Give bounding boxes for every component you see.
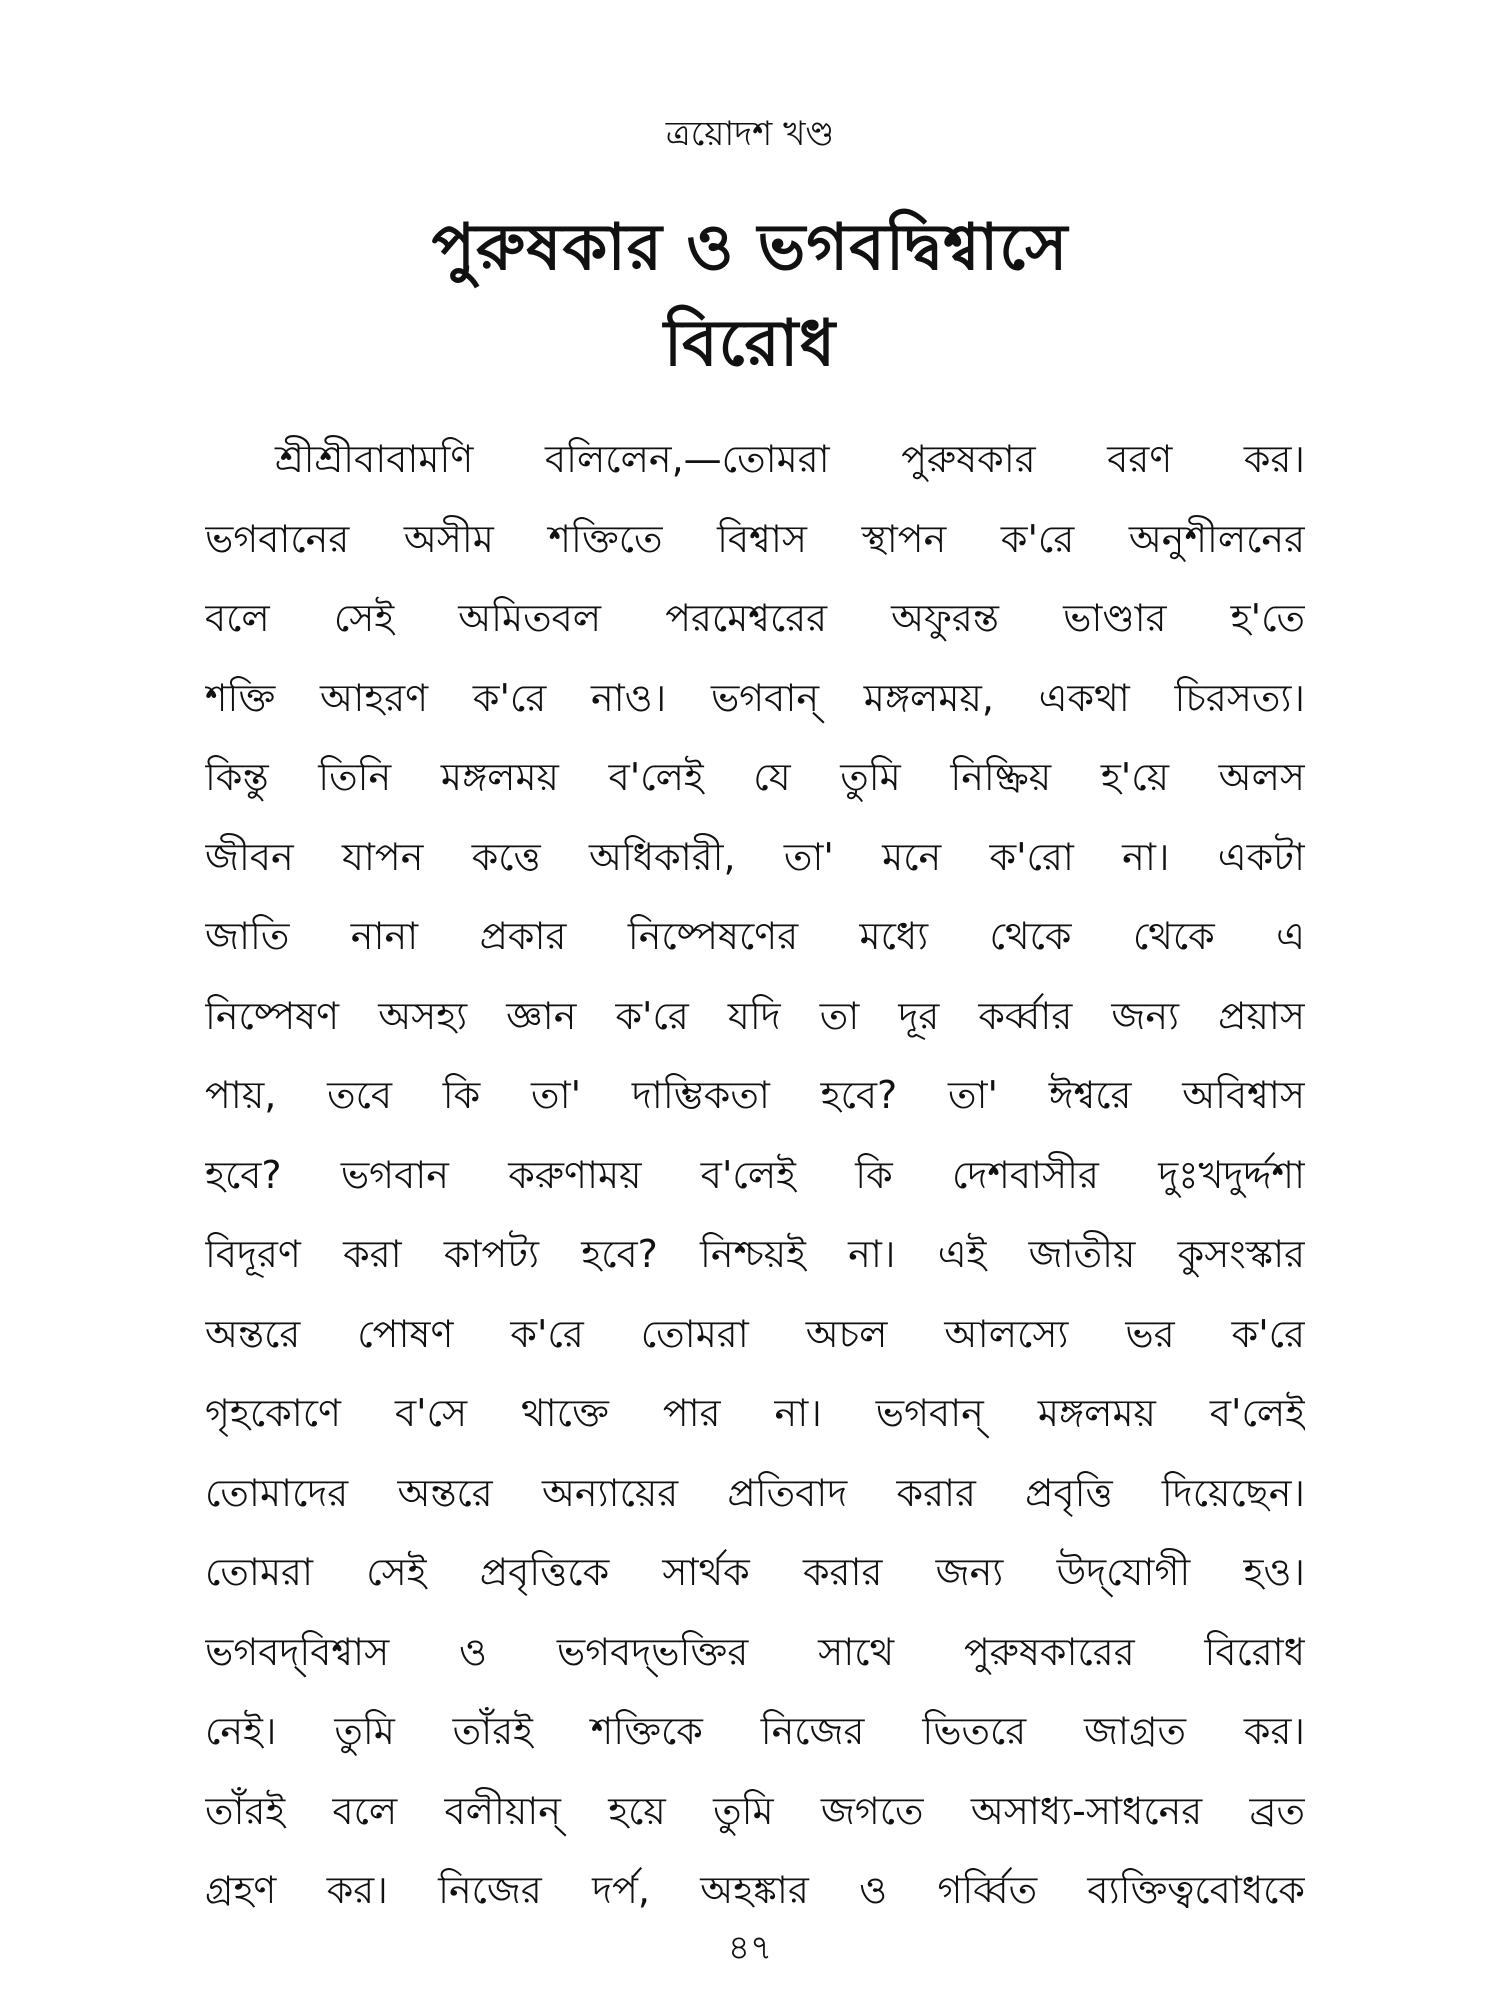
text-line: হবে? ভগবান করুণাময় ব'লেই কি দেশবাসীর দুঃখদুর্দ্দশা [205, 1152, 1305, 1197]
text-line: নেই। তুমি তাঁরই শক্তিকে নিজের ভিতরে জাগ্রত কর। [205, 1709, 1305, 1753]
text-line: তোমরা সেই প্রবৃত্তিকে সার্থক করার জন্য উদ্‌যোগী হও। [205, 1550, 1305, 1594]
body-text [205, 420, 1305, 1931]
text-line: পায়, তবে কি তা' দাম্ভিকতা হবে? তা' ঈশ্বরে অবিশ্বাস [205, 1073, 1305, 1117]
text-line: শ্রীশ্রীবাবামণি বলিলেন,—তোমরা পুরুষকার বরণ কর। [275, 437, 1305, 481]
text-line: গৃহকোণে ব'সে থাক্তে পার না। ভগবান্ মঙ্গলময় ব'লেই [205, 1391, 1305, 1435]
chapter-title-line-2: বিরোধ [663, 307, 837, 381]
text-line: ভগবদ্‌বিশ্বাস ও ভগবদ্‌ভক্তির সাথে পুরুষকারের বিরোধ [205, 1629, 1305, 1674]
text-line: জাতি নানা প্রকার নিষ্পেষণের মধ্যে থেকে থেকে এ [205, 914, 1305, 958]
text-line: শক্তি আহরণ ক'রে নাও। ভগবান্ মঙ্গলময়, একথা চিরসত্য। [205, 675, 1305, 720]
page-number: ৪৭ [727, 1928, 773, 1968]
text-line: তোমাদের অন্তরে অন্যায়ের প্রতিবাদ করার প্রবৃত্তি দিয়েছেন। [205, 1470, 1305, 1515]
text-line: অন্তরে পোষণ ক'রে তোমরা অচল আলস্যে ভর ক'রে [205, 1311, 1305, 1356]
text-line: জীবন যাপন কত্তে অধিকারী, তা' মনে ক'রো না। একটা [205, 834, 1305, 879]
text-line: ভগবানের অসীম শক্তিতে বিশ্বাস স্থাপন ক'রে অনুশীলনের [205, 516, 1305, 561]
text-line: কিন্তু তিনি মঙ্গলময় ব'লেই যে তুমি নিষ্ক্রিয় হ'য়ে অলস [205, 755, 1305, 799]
text-line: বলে সেই অমিতবল পরমেশ্বরের অফুরন্ত ভাণ্ডার হ'তে [205, 596, 1305, 640]
text-line: গ্রহণ কর। নিজের দর্প, অহঙ্কার ও গর্ব্বিত ব্যক্তিত্ববোধকে [205, 1868, 1305, 1912]
section-label: ত্রয়োদশ খণ্ড [665, 114, 835, 154]
text-line: বিদূরণ করা কাপট্য হবে? নিশ্চয়ই না। এই জাতীয় কুসংস্কার [205, 1232, 1305, 1276]
text-line: তাঁরই বলে বলীয়ান্ হয়ে তুমি জগতে অসাধ্য-সাধনের ব্রত [205, 1788, 1305, 1833]
chapter-title-line-1: পুরুষকার ও ভগবদ্বিশ্বাসে [431, 211, 1069, 285]
text-line: নিষ্পেষণ অসহ্য জ্ঞান ক'রে যদি তা দূর কর্ব্বার জন্য প্রয়াস [205, 993, 1305, 1038]
